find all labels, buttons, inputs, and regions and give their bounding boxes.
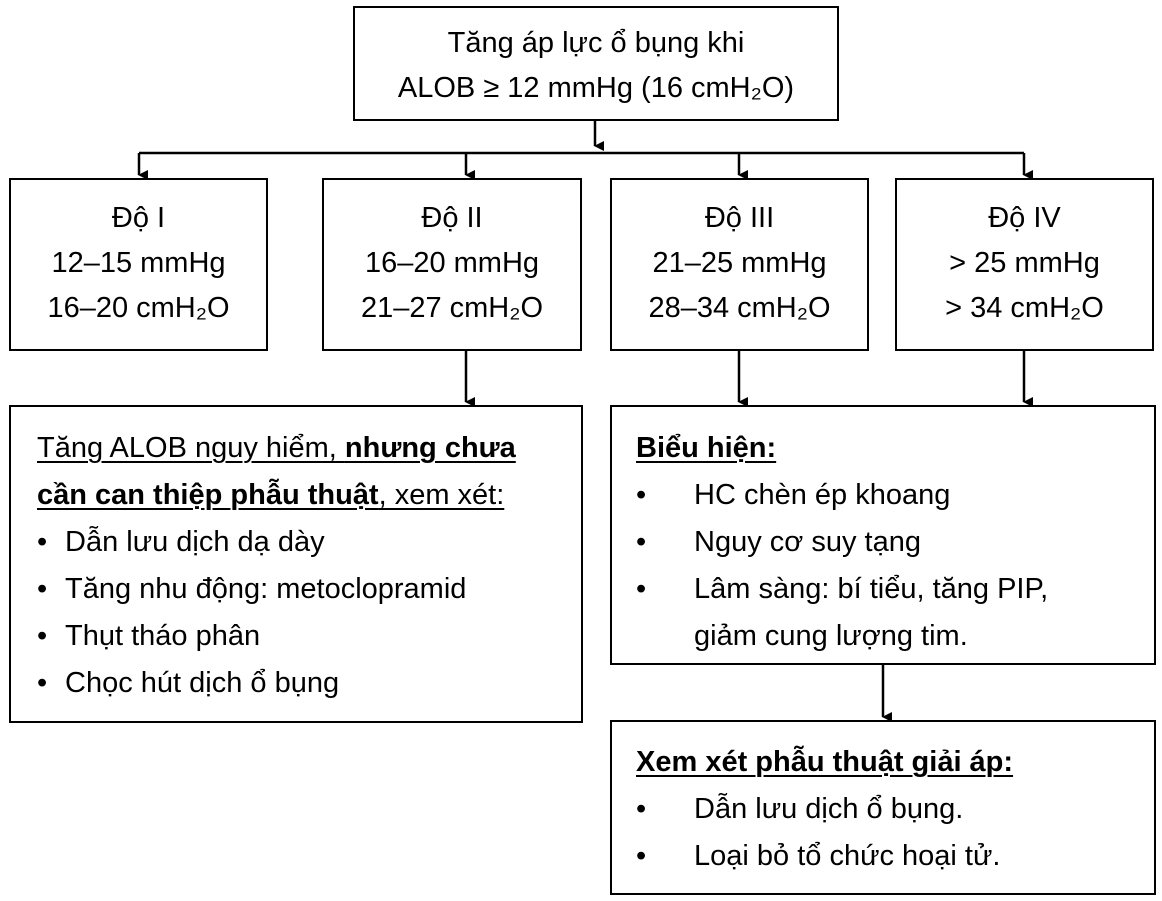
grade-3-box — [610, 178, 869, 351]
left-heading: Tăng ALOB nguy hiểm, nhưng chưa — [37, 432, 516, 464]
bullet-icon: • — [37, 620, 48, 652]
list-item: • Thụt tháo phân — [37, 613, 581, 660]
grade-cmh2o: > 34 cmH₂O — [945, 292, 1104, 324]
list-item: • Lâm sàng: bí tiểu, tăng PIP, — [636, 566, 1154, 613]
top-line-1: Tăng áp lực ổ bụng khi — [447, 27, 745, 59]
grade-cmh2o: 28–34 cmH₂O — [648, 292, 831, 324]
grade-2-box — [322, 178, 582, 351]
list-item: • Dẫn lưu dịch ổ bụng. — [636, 786, 1154, 833]
grade-name: Độ IV — [988, 202, 1061, 234]
grade-name: Độ III — [704, 202, 775, 234]
list-item: • Dẫn lưu dịch dạ dày — [37, 519, 581, 566]
left-bullet-list — [37, 519, 581, 707]
list-item-continuation: giảm cung lượng tim. — [694, 620, 968, 652]
bullet-icon: • — [636, 479, 647, 511]
left-heading-continued: cần can thiệp phẫu thuật, xem xét: — [37, 479, 505, 511]
top-line-2: ALOB ≥ 12 mmHg (16 cmH₂O) — [397, 72, 795, 104]
left-management-box — [9, 405, 583, 723]
grade-name: Độ I — [111, 202, 166, 234]
bullet-icon: • — [636, 573, 647, 605]
grade-cmh2o: 16–20 cmH₂O — [47, 292, 230, 324]
right-heading: Biểu hiện: — [636, 432, 777, 464]
list-item: • Nguy cơ suy tạng — [636, 519, 1154, 566]
grade-mmhg: 12–15 mmHg — [51, 247, 226, 279]
list-item: • Chọc hút dịch ổ bụng — [37, 660, 581, 707]
surgery-bullet-list — [636, 786, 1154, 880]
bullet-icon: • — [37, 526, 48, 558]
list-item: • HC chèn ép khoang — [636, 472, 1154, 519]
top-box — [353, 6, 839, 121]
bullet-icon: • — [37, 573, 48, 605]
list-item: • Loại bỏ tổ chức hoại tử. — [636, 833, 1154, 880]
grade-mmhg: > 25 mmHg — [949, 247, 1100, 279]
right-bullet-list — [636, 472, 1154, 660]
surgery-box — [610, 720, 1156, 895]
bullet-icon: • — [636, 526, 647, 558]
grade-mmhg: 21–25 mmHg — [652, 247, 827, 279]
bullet-icon: • — [636, 793, 647, 825]
grade-cmh2o: 21–27 cmH₂O — [360, 292, 544, 324]
grade-name: Độ II — [421, 202, 483, 234]
grade-1-box — [9, 178, 268, 351]
bullet-icon: • — [636, 840, 647, 872]
grade-mmhg: 16–20 mmHg — [364, 247, 540, 279]
right-manifestation-box — [610, 405, 1156, 665]
bullet-icon: • — [37, 667, 48, 699]
surgery-heading: Xem xét phẫu thuật giải áp: — [636, 746, 1014, 778]
grade-4-box — [895, 178, 1154, 351]
list-item: • Tăng nhu động: metoclopramid — [37, 566, 581, 613]
